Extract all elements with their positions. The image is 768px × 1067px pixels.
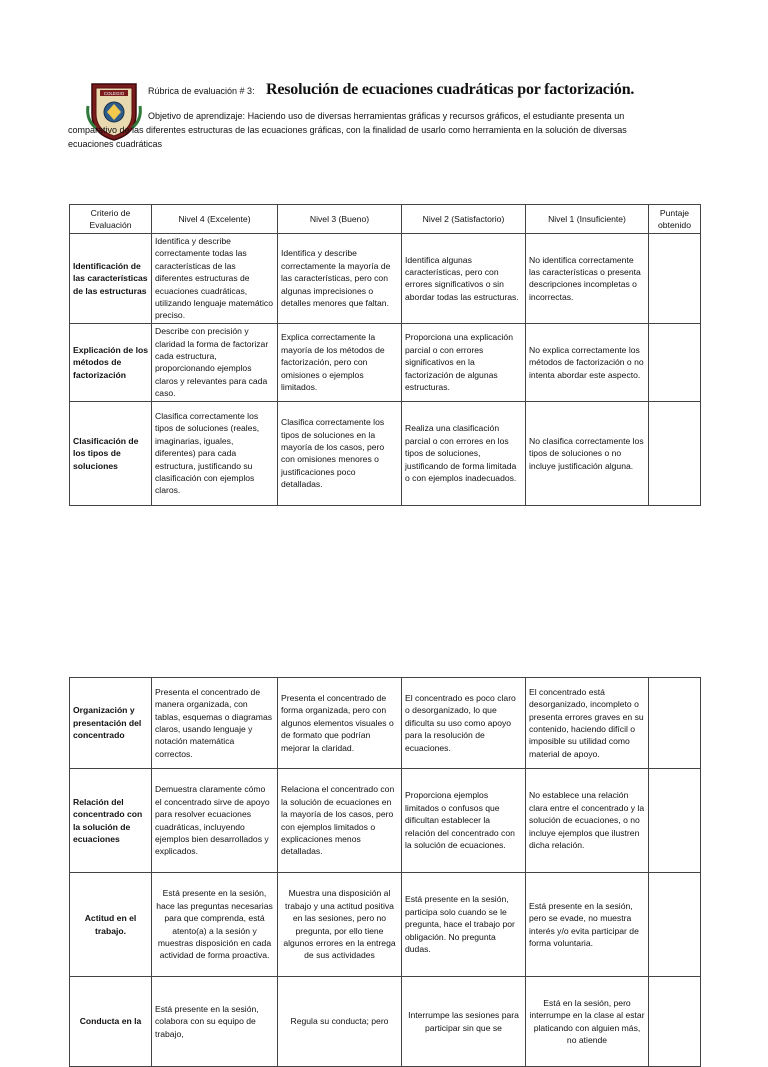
- level-3-cell: Presenta el concentrado de forma organizada, pero con algunos elementos visuales o de formato que podrían mejorar la claridad.: [278, 678, 402, 769]
- crest-lettering: COLEGIO: [103, 91, 125, 96]
- score-cell[interactable]: [649, 977, 701, 1067]
- score-cell[interactable]: [649, 678, 701, 769]
- header-level-2: Nivel 2 (Satisfactorio): [402, 205, 526, 234]
- level-1-cell: No establece una relación clara entre el concentrado y la solución de ecuaciones, o no incluye ejemplos que ilustren dicha relación.: [526, 769, 649, 873]
- level-3-cell: Muestra una disposición al trabajo y una actitud positiva en las sesiones, pero no pregunta, por ello tiene algunos errores en la entrega de sus actividades: [278, 873, 402, 977]
- criterion-cell: Identificación de las características de las estructuras: [70, 234, 152, 324]
- level-3-cell: Identifica y describe correctamente la mayoría de las características, pero con algunas imprecisiones o detalles menores que faltan.: [278, 234, 402, 324]
- table-row: [70, 678, 701, 769]
- score-cell[interactable]: [649, 769, 701, 873]
- header-score: Puntaje obtenido: [649, 205, 701, 234]
- level-2-cell: Está presente en la sesión, participa solo cuando se le pregunta, hace el trabajo por obligación. No pregunta dudas.: [402, 873, 526, 977]
- table-row: [70, 769, 701, 873]
- level-1-cell: El concentrado está desorganizado, incompleto o presenta errores graves en su contenido, haciendo difícil o imposible su utilidad como material de apoyo.: [526, 678, 649, 769]
- level-4-cell: Presenta el concentrado de manera organizada, con tablas, esquemas o diagramas claros, usando lenguaje y notación matemática correctos.: [152, 678, 278, 769]
- criterion-cell: Conducta en la: [70, 977, 152, 1067]
- header-criterion: Criterio de Evaluación: [70, 205, 152, 234]
- score-cell[interactable]: [649, 323, 701, 401]
- level-3-cell: Regula su conducta; pero: [278, 977, 402, 1067]
- level-2-cell: Proporciona ejemplos limitados o confusos que dificultan establecer la relación del concentrado con la solución de ecuaciones.: [402, 769, 526, 873]
- level-1-cell: No explica correctamente los métodos de factorización o no intenta abordar este aspecto.: [526, 323, 649, 401]
- level-2-cell: Realiza una clasificación parcial o con errores en los tipos de soluciones, justificando de forma limitada o con ejemplos inadecuados.: [402, 401, 526, 505]
- level-2-cell: Interrumpe las sesiones para participar sin que se: [402, 977, 526, 1067]
- rubric-title: Resolución de ecuaciones cuadráticas por factorización.: [266, 81, 635, 98]
- level-1-cell: Está presente en la sesión, pero se evade, no muestra interés y/o evita participar de forma voluntaria.: [526, 873, 649, 977]
- level-4-cell: Está presente en la sesión, colabora con su equipo de trabajo,: [152, 977, 278, 1067]
- table-row: [70, 401, 701, 505]
- table-row: [70, 977, 701, 1067]
- learning-objective: [68, 109, 668, 151]
- level-1-cell: No clasifica correctamente los tipos de soluciones o no incluye justificación alguna.: [526, 401, 649, 505]
- header-level-1: Nivel 1 (Insuficiente): [526, 205, 649, 234]
- level-2-cell: Identifica algunas características, pero con errores significativos o sin abordar todas las estructuras.: [402, 234, 526, 324]
- level-3-cell: Relaciona el concentrado con la solución de ecuaciones en la mayoría de los casos, pero con ejemplos limitados o explicaciones menos detalladas.: [278, 769, 402, 873]
- rubric-table-1: [69, 204, 701, 506]
- criterion-cell: Explicación de los métodos de factorización: [70, 323, 152, 401]
- table-row: [70, 234, 701, 324]
- table-row: [70, 873, 701, 977]
- rubric-table-2: [69, 677, 701, 1067]
- score-cell[interactable]: [649, 234, 701, 324]
- header-level-4: Nivel 4 (Excelente): [152, 205, 278, 234]
- criterion-cell: Organización y presentación del concentrado: [70, 678, 152, 769]
- level-1-cell: Está en la sesión, pero interrumpe en la clase al estar platicando con alguien más, no atiende: [526, 977, 649, 1067]
- level-4-cell: Clasifica correctamente los tipos de soluciones (reales, imaginarias, iguales, diferentes) para cada estructura, justificando su clasificación con ejemplos claros.: [152, 401, 278, 505]
- score-cell[interactable]: [649, 401, 701, 505]
- level-4-cell: Demuestra claramente cómo el concentrado sirve de apoyo para resolver ecuaciones cuadráticas, incluyendo ejemplos bien desarrollados y explicados.: [152, 769, 278, 873]
- header-level-3: Nivel 3 (Bueno): [278, 205, 402, 234]
- level-3-cell: Clasifica correctamente los tipos de soluciones en la mayoría de los casos, pero con omisiones menores o justificaciones poco detalladas.: [278, 401, 402, 505]
- score-cell[interactable]: [649, 873, 701, 977]
- level-2-cell: Proporciona una explicación parcial o con errores significativos en la factorización de algunas estructuras.: [402, 323, 526, 401]
- criterion-cell: Clasificación de los tipos de soluciones: [70, 401, 152, 505]
- level-1-cell: No identifica correctamente las características o presenta descripciones incompletas o incorrectas.: [526, 234, 649, 324]
- rubric-label: Rúbrica de evaluación # 3:: [148, 86, 255, 96]
- level-4-cell: Está presente en la sesión, hace las preguntas necesarias para que comprenda, está atento(a) a la sesión y muestras disposición en cada actividad de forma proactiva.: [152, 873, 278, 977]
- criterion-cell: Actitud en el trabajo.: [70, 873, 152, 977]
- level-4-cell: Describe con precisión y claridad la forma de factorizar cada estructura, proporcionando ejemplos claros y relevantes para cada caso.: [152, 323, 278, 401]
- level-3-cell: Explica correctamente la mayoría de los métodos de factorización, pero con omisiones o ejemplos limitados.: [278, 323, 402, 401]
- objective-label: Objetivo de aprendizaje:: [148, 111, 246, 121]
- objective-text: Haciendo uso de diversas herramientas gráficas y recursos gráficos, el estudiante presenta un comparativo de las diferentes estructuras de las ecuaciones gráficas, con la finalidad de usarlo como herramienta en la solución de diversas ecuaciones cuadráticas: [68, 111, 627, 149]
- table-row: [70, 323, 701, 401]
- criterion-cell: Relación del concentrado con la solución de ecuaciones: [70, 769, 152, 873]
- table-header-row: [70, 205, 701, 234]
- level-2-cell: El concentrado es poco claro o desorganizado, lo que dificulta su uso como apoyo para la resolución de ecuaciones.: [402, 678, 526, 769]
- level-4-cell: Identifica y describe correctamente todas las características de las diferentes estructuras de ecuaciones cuadráticas, utilizando lenguaje matemático preciso.: [152, 234, 278, 324]
